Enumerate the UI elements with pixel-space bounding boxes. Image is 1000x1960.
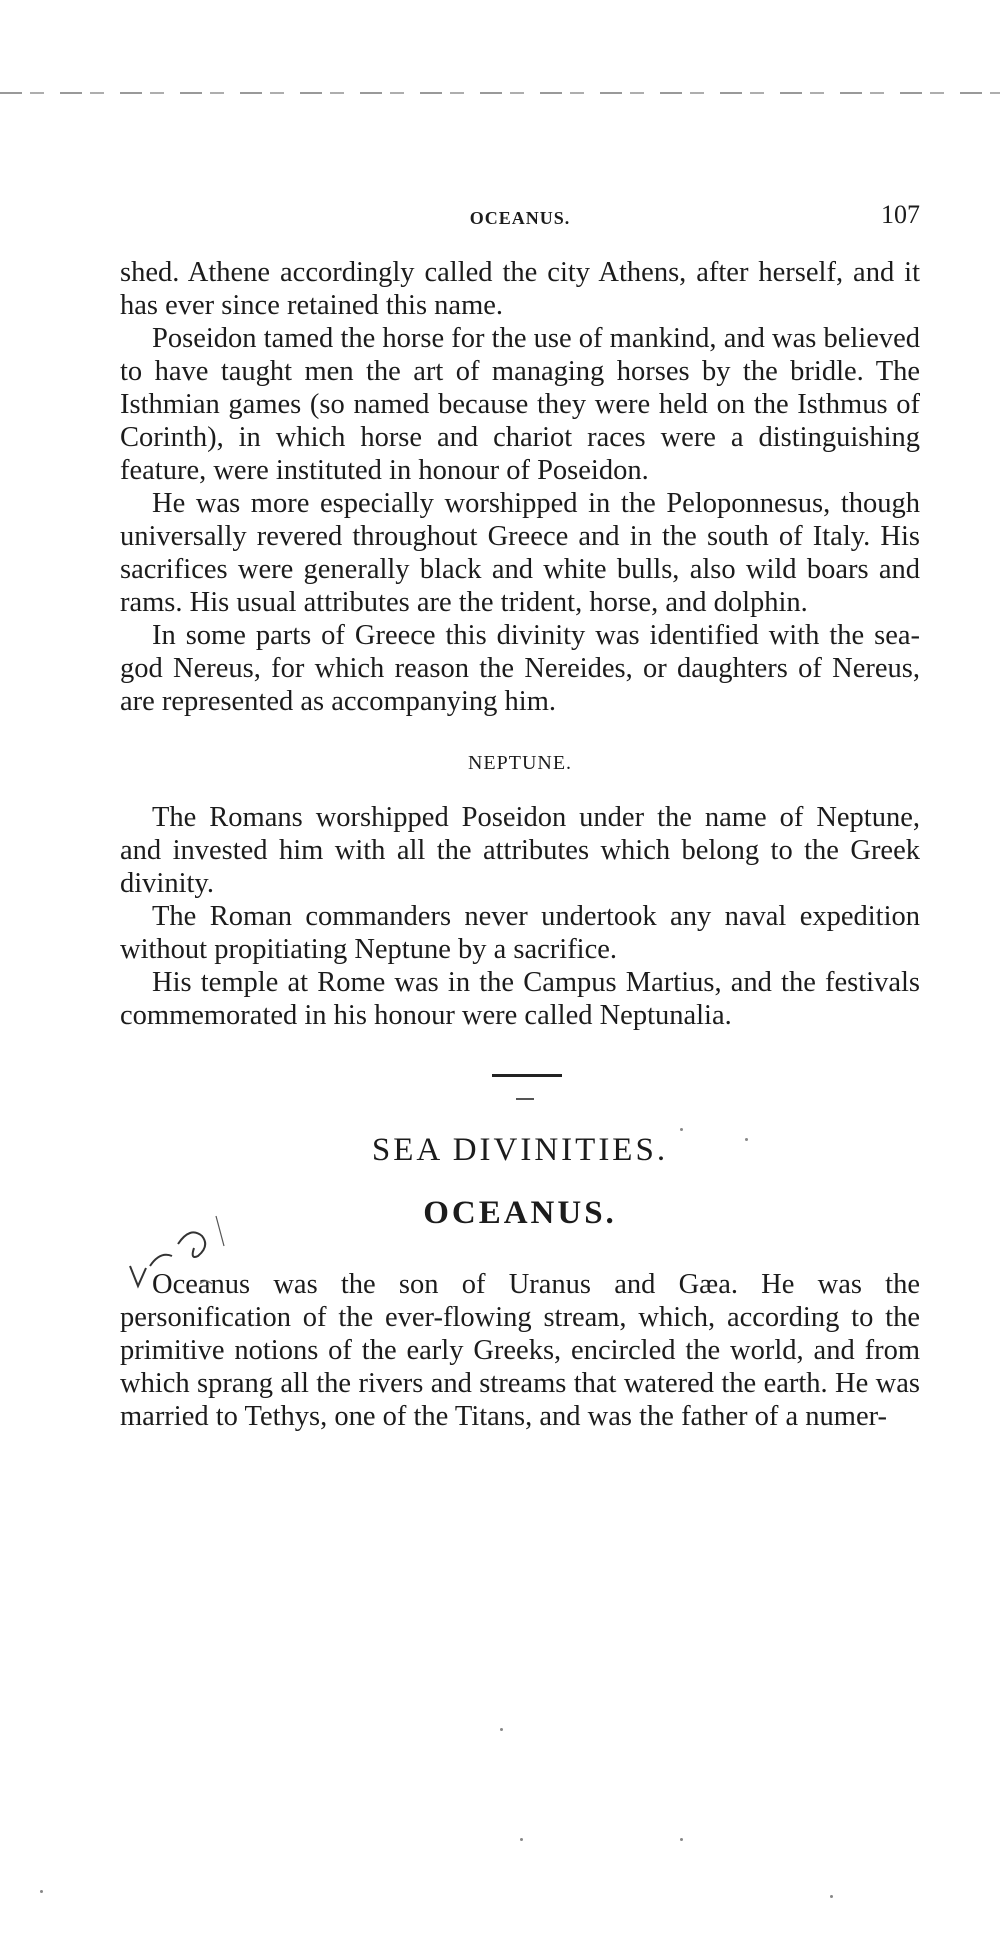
running-title: OCEANUS. [469,208,571,228]
paragraph: Oceanus was the son of Uranus and Gæa. He was the personification of the ever-flowing stream, which, according to the primitive notions of the early Greeks, encircled the world, and from which sprang all the rivers and streams that watered the earth. He was married to Tethys, one of the Titans, and was the father of a numer- [120,1269,920,1432]
running-head [120,196,920,236]
paragraph: He was more especially worshipped in the Peloponnesus, though universally revered throughout Greece and in the south of Italy. His sacrifices were generally black and white bulls, also wild boars and rams. His usual attributes are the trident, horse, and dolphin. [120,488,920,618]
scan-speck [680,1838,683,1841]
paragraph: Poseidon tamed the horse for the use of mankind, and was believed to have taught men the art of managing horses by the bridle. The Isthmian games (so named because they were held on the Isthmus of Corinth), in which horse and chariot races were a distinguishing feature, were instituted in honour of Poseidon. [120,323,920,486]
scan-edge-rule [0,92,1000,94]
paragraph: His temple at Rome was in the Campus Martius, and the festivals commemorated in his honour were called Neptunalia. [120,967,920,1031]
scan-speck [520,1838,523,1841]
pencil-scribble-mark [120,1196,260,1306]
oceanus-heading: OCEANUS. [423,1195,617,1231]
neptune-heading: NEPTUNE. [467,752,573,774]
page-number: 107 [881,200,920,229]
scan-speck [500,1728,503,1731]
scan-speck [40,1890,43,1893]
paragraph: In some parts of Greece this divinity was identified with the sea-god Nereus, for which reason the Nereides, or daughters of Nereus, are represented as accompanying him. [120,620,920,717]
scan-speck [745,1138,748,1141]
neptune-section [120,801,920,1032]
divider-tick [516,1098,534,1100]
scan-speck [680,1128,683,1131]
poseidon-continued [120,256,920,718]
paragraph: The Roman commanders never undertook any naval expedition without propitiating Neptune by a sacrifice. [120,901,920,965]
paragraph: The Romans worshipped Poseidon under the name of Neptune, and invested him with all the attributes which belong to the Greek divinity. [120,802,920,899]
section-divider [120,1072,920,1132]
sea-divinities-heading: SEA DIVINITIES. [371,1132,669,1168]
paragraph: shed. Athene accordingly called the city Athens, after herself, and it has ever since retained this name. [120,257,920,321]
divider-bar [492,1074,562,1077]
scan-speck [830,1895,833,1898]
